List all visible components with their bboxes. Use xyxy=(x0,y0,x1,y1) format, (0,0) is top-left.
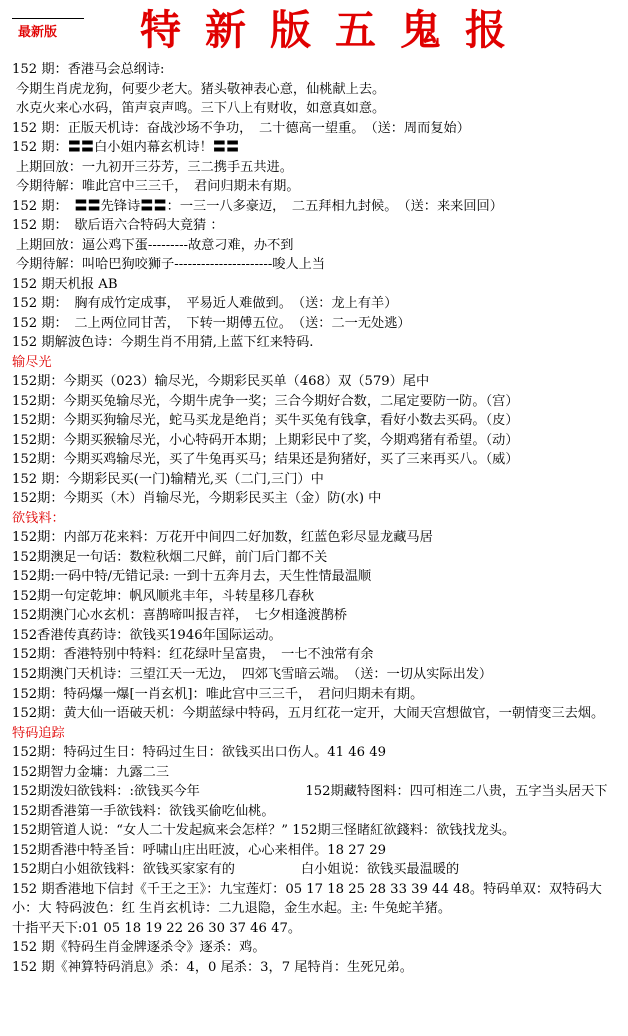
text-line: 今期待解：叫哈巴狗咬狮子----------------------唆人上当 xyxy=(16,257,326,273)
text-line: 152期智力金墉：九露二三 xyxy=(12,764,170,780)
text-line: 152 期香港地下信封《千王之王》：九宝莲灯：05 17 18 25 28 33 39 44 48。特码单双：双特码大小：大 特码波色：红 生肖玄机诗：二九退隐，金生水起。主: 牛兔蛇羊猪。 xyxy=(12,881,602,917)
text-line: 152 期：今期彩民买(一门)输精光,买（二门,三门）中 xyxy=(12,471,324,487)
text-line: 152期:一码中特/无错记录: 一到十五奔月去，天生性情最温顺 xyxy=(12,569,372,585)
text-line: 152 期天机报 AB xyxy=(12,276,118,292)
text-line: 152期：内部万花来料：万花开中间四二好加数，红蓝色彩尽显龙藏马居 xyxy=(12,530,433,546)
text-line: 152 期《神算特码消息》杀：4，0 尾杀：3，7 尾特肖：生死兄弟。 xyxy=(12,959,413,975)
section-heading: 欲钱料： xyxy=(12,510,65,526)
text-line: 152期：今期买狗输尽光，蛇马买龙是绝肖；买牛买兔有钱拿，看好小数去买码。（皮） xyxy=(12,413,519,429)
text-line: 152期：香港特别中特料：红花绿叶呈富贵， 一七不浊常有余 xyxy=(12,647,374,663)
section-heading: 特码追踪 xyxy=(12,725,65,741)
text-line: 152期：今期买鸡输尽光，买了牛兔再买马；结果还是狗猪好，买了三来再买八。（威） xyxy=(12,452,519,468)
text-line: 152 期《特码生肖金牌逐杀令》逐杀：鸡。 xyxy=(12,940,266,956)
text-line: 152 期：正版天机诗：奋战沙场不争功， 二十德高一望重。 （送：周而复始） xyxy=(12,120,470,136)
text-line: 152期管道人说：“女人二十发起疯来会怎样？” 152期三怪睹紅欲錢料：欲钱找龙头。 xyxy=(12,823,516,839)
text-line: 水克火来心水码，笛声哀声鸣。三下八上有财收，如意真如意。 xyxy=(16,101,386,117)
text-line: 152期：今期买（木）肖输尽光，今期彩民买主（金）防(水) 中 xyxy=(12,491,382,507)
top-rule xyxy=(12,18,84,19)
text-line: 今期待解：唯此宫中三三千， 君问归期未有期。 xyxy=(16,179,300,195)
text-line: 上期回放：一九初开三芬芳，三二携手五共进。 xyxy=(16,159,293,175)
edition-label: 最新版 xyxy=(18,25,58,40)
text-line: 152期香港第一手欲钱料：欲钱买偷吃仙桃。 xyxy=(12,803,275,819)
text-line: 152期：特码爆一爆[一肖玄机]：唯此宫中三三千， 君问归期未有期。 xyxy=(12,686,424,702)
text-line: 152 期： 歇后语六合特码大竟猜 ： xyxy=(12,218,224,234)
header xyxy=(0,0,628,60)
text-line: 152 期： 胸有成竹定成事， 平易近人难做到。 （送：龙上有羊） xyxy=(12,296,398,312)
text-line: 152期泼妇欲钱料：:欲钱买今年 152期藏特图料：四可相连二八贵，五字当头居天下 xyxy=(12,784,608,800)
text-line: 十指平天下:01 05 18 19 22 26 30 37 46 47。 xyxy=(12,920,302,936)
page-title: 特新版五鬼报 xyxy=(140,6,530,54)
text-line: 152期：今期买（023）输尽光，今期彩民买单（468）双（579）尾中 xyxy=(12,374,430,390)
content xyxy=(0,60,628,977)
text-line: 152 期解波色诗：今期生肖不用猜,上蓝下红来特码. xyxy=(12,335,314,351)
text-line: 152期香港中特圣旨：呼啸山庄出旺波，心心来相伴。18 27 29 xyxy=(12,842,387,858)
text-line: 152期：今期买兔输尽光，今期牛虎争一奖；三合今期好合数，二尾定要防一防。（宫） xyxy=(12,393,519,409)
text-line: 152 期： 〓〓先锋诗〓〓：一三一八多豪迈， 二五拜相九封候。 （送：来来回回） xyxy=(12,198,503,214)
text-line: 152期：特码过生日：特码过生日：欲钱买出口伤人。41 46 49 xyxy=(12,745,387,761)
text-line: 152期白小姐欲钱料：欲钱买家家有的 白小姐说：欲钱买最温暖的 xyxy=(12,862,460,878)
text-line: 152 期：〓〓白小姐内幕玄机诗！〓〓 xyxy=(12,140,240,156)
text-line: 今期生肖虎龙狗，何要少老大。猪头敬神表心意，仙桃献上去。 xyxy=(16,81,386,97)
text-line: 152香港传真药诗：欲钱买1946年国际运动。 xyxy=(12,627,282,643)
text-line: 152 期： 二上两位同甘苦， 下转一期傅五位。 （送：二一无处逃） xyxy=(12,315,411,331)
text-line: 152 期：香港马会总纲诗: xyxy=(12,62,165,77)
text-line: 152期澳门天机诗：三望江天一无边， 四郊飞雪暗云端。 （送：一切从实际出发） xyxy=(12,666,493,682)
text-line: 152期澳门心水玄机：喜鹊啼叫报吉祥， 七夕相逢渡鹊桥 xyxy=(12,608,348,624)
text-line: 152期：黄大仙一语破天机：今期蓝绿中特码，五月红花一定开，大闹天宫想做官，一朝情变三去烟。 xyxy=(12,706,605,722)
text-line: 上期回放：逼公鸡下蛋---------故意刁难，办不到 xyxy=(16,237,294,253)
text-line: 152期：今期买猴输尽光，小心特码开本期；上期彩民中了奖，今期鸡猪有希望。（动） xyxy=(12,432,519,448)
text-line: 152期澳足一句话：数粒秋烟二尺鲜，前门后门都不关 xyxy=(12,549,328,565)
text-line: 152期一句定乾坤：帆风顺兆丰年，斗转星移几春秋 xyxy=(12,588,315,604)
section-heading: 输尽光 xyxy=(12,354,52,370)
